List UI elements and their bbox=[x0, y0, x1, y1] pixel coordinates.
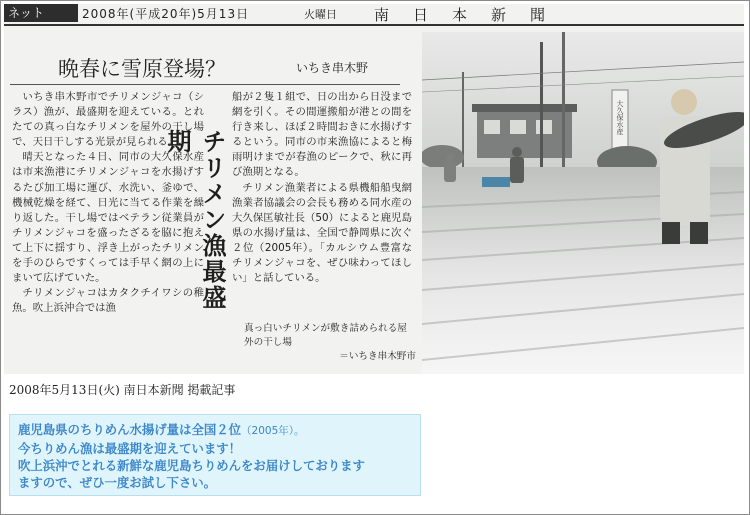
caption-text: 真っ白いチリメンが敷き詰められる屋外の干し場 bbox=[244, 323, 407, 348]
photo-caption bbox=[244, 322, 416, 364]
header-weekday: 火曜日 bbox=[304, 8, 337, 21]
sign-text: 大久保水産 bbox=[616, 100, 624, 135]
caption-credit: ＝いちき串木野市 bbox=[339, 351, 416, 362]
newspaper-clipping bbox=[4, 4, 744, 374]
article-photo bbox=[422, 32, 744, 374]
paragraph: 晴天となった４日、同市の大久保水産は市来漁港にチリメンジャコを水揚げするたび加工場に運び、水洗い、釜ゆで、機械乾燥を経て、日光に当てる作業を繰り返した。干し場ではベテラン従業員がチリメンジャコを盛ったざるを脇に抱えて上下に揺すり、浮き上がったチリメンを手のひらですくっては手早く網の上にまいて広げていた。 bbox=[12, 151, 204, 285]
paragraph: チリメンジャコはカタクチイワシの稚魚。吹上浜沖合では漁 bbox=[12, 287, 204, 315]
paragraph: 船が２隻１組で、日の出から日没まで網を引く。その間運搬船が港との間を行き来し、ほぼ２時間おきに水揚げするという。同市の市来漁協によると梅雨明けまでが春漁のピークで、秋に再び漁期となる。 bbox=[232, 91, 412, 179]
paragraph: チリメン漁業者による県機船船曳網漁業者協議会の会長も務める同水産の大久保匡敏社長（50）によると鹿児島県の水揚げ量は、全国で静岡県に次ぐ２位（2005年）。「カルシウム豊富なチリメンジャコを、ぜひ味わってほしい」と話している。 bbox=[232, 181, 412, 285]
newspaper-name: 南日本新聞 bbox=[374, 6, 570, 24]
drying-field-photo bbox=[422, 32, 744, 374]
promo-text: 鹿児島県のちりめん水揚げ量は全国２位 bbox=[18, 422, 242, 437]
article-column-1 bbox=[12, 90, 204, 316]
promo-line-4: ますので、ぜひ一度お試し下さい。 bbox=[18, 475, 217, 490]
promo-box bbox=[9, 414, 421, 496]
promo-line-3: 吹上浜沖でとれる新鮮な鹿児島ちりめんをお届けしております bbox=[18, 458, 365, 473]
vertical-headline: チリメン漁最盛期 bbox=[163, 129, 226, 311]
article-place: いちき串木野 bbox=[296, 61, 369, 75]
promo-line-2: 今ちりめん漁は最盛期を迎えています！ bbox=[18, 441, 242, 456]
header-rule bbox=[4, 24, 744, 26]
header-tag: ネット bbox=[4, 4, 78, 22]
header-date: 2008年(平成20年)5月13日 bbox=[82, 7, 250, 21]
promo-year: （2005年）。 bbox=[241, 425, 305, 437]
paragraph: いちき串木野市でチリメンジャコ（シラス）漁が、最盛期を迎えている。とれたての真っ白なチリメンを屋外の干し場で、天日干しする光景が見られる。 bbox=[12, 91, 204, 149]
source-line: 2008年5月13日(火) 南日本新聞 掲載記事 bbox=[9, 383, 236, 397]
article-headline: 晩春に雪原登場？ bbox=[58, 57, 226, 81]
promo-line-1 bbox=[18, 421, 420, 440]
headline-divider bbox=[10, 84, 400, 85]
article-column-2 bbox=[232, 90, 412, 286]
